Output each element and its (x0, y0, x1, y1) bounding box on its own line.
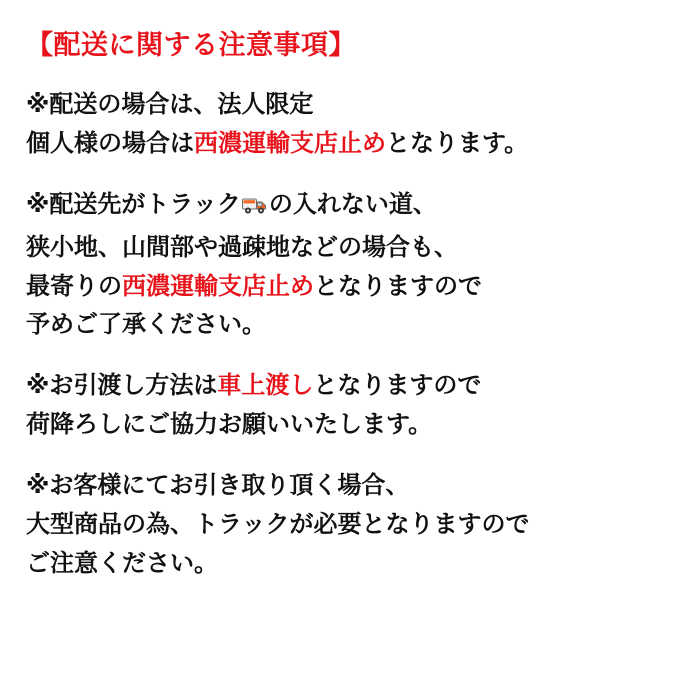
highlighted-text: 車上渡し (217, 371, 314, 400)
body-text: ※配送先がトラック (26, 189, 241, 218)
notice-line (26, 124, 676, 163)
body-text: ※お客様にてお引き取り頂く場合、 (26, 471, 410, 500)
body-text: の入れない道、 (268, 189, 437, 218)
truck-icon (242, 189, 268, 228)
notice-line (26, 185, 676, 228)
notice-line (26, 305, 676, 344)
body-text: ご注意ください。 (26, 548, 218, 577)
highlighted-text: 西濃運輸支店止め (122, 271, 314, 300)
notice-line (26, 505, 676, 544)
body-text: となりますので (314, 271, 482, 300)
notice-line (26, 544, 676, 583)
body-text: 予めご了承ください。 (26, 310, 266, 339)
notice-blocks (26, 85, 676, 583)
body-text: となりますので (313, 371, 482, 400)
highlighted-text: 西濃運輸支店止め (194, 128, 386, 157)
notice-block-truck-access (26, 185, 676, 345)
notice-block-customer-pickup (26, 466, 676, 583)
notice-block-corporate-only (26, 85, 676, 163)
body-text: ※配送の場合は、法人限定 (26, 90, 314, 119)
body-text: 最寄りの (26, 271, 122, 300)
body-text: 大型商品の為、トラックが必要となりますので (26, 509, 530, 538)
notice-line (26, 228, 676, 267)
body-text: 狭小地、山間部や過疎地などの場合も、 (26, 232, 458, 261)
notice-line (26, 267, 676, 306)
notice-block-handover-method (26, 366, 676, 444)
body-text: ※お引渡し方法は (26, 371, 218, 400)
body-text: 荷降ろしにご協力お願いいたします。 (26, 410, 433, 439)
notice-line (26, 85, 676, 124)
body-text: となります。 (386, 128, 529, 157)
notice-line (26, 466, 676, 505)
page-title: 【配送に関する注意事項】 (26, 30, 356, 61)
notice-line (26, 366, 676, 405)
notice-line (26, 405, 676, 444)
body-text: 個人様の場合は (26, 128, 194, 157)
